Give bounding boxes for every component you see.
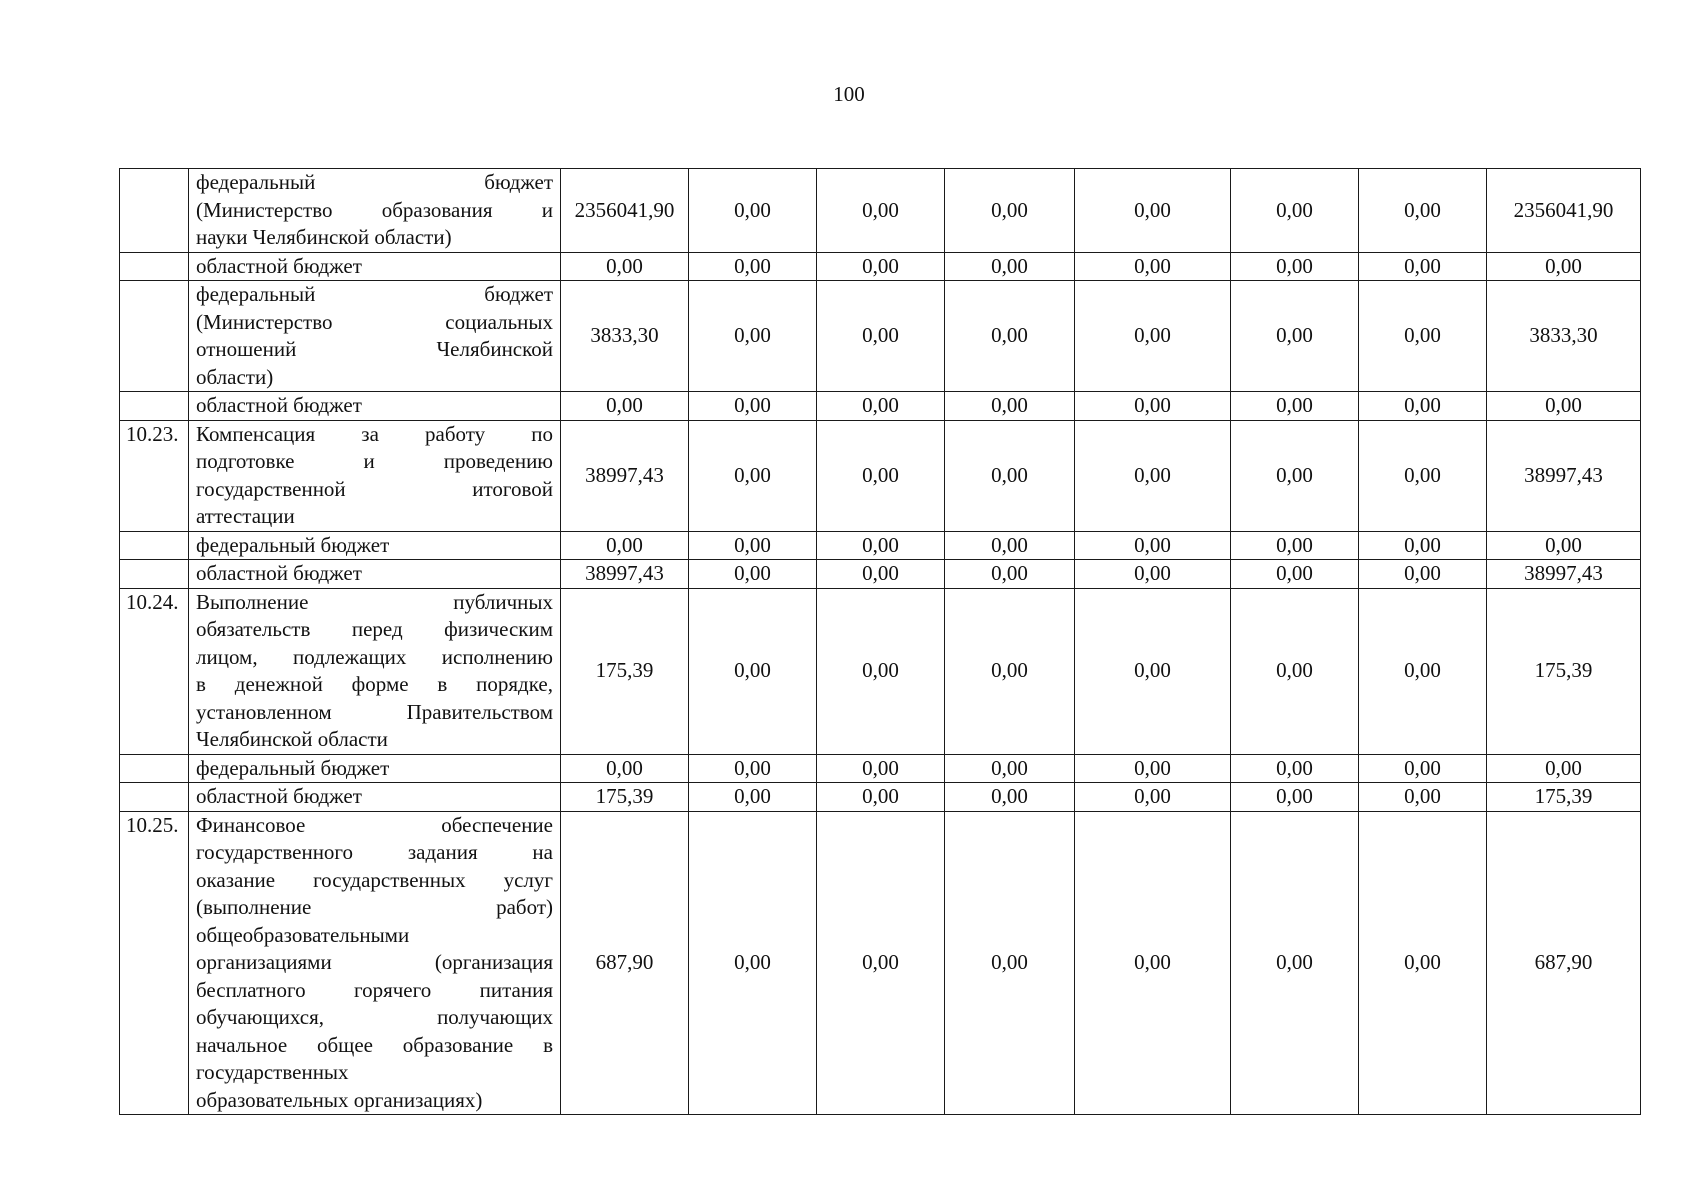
description-line: Компенсация за работу по xyxy=(196,421,553,446)
row-value: 687,90 xyxy=(561,811,689,1115)
row-value: 0,00 xyxy=(1231,588,1359,754)
row-code xyxy=(120,252,189,281)
row-value: 0,00 xyxy=(689,252,817,281)
row-value: 0,00 xyxy=(945,392,1075,421)
row-description xyxy=(189,281,561,392)
row-description xyxy=(189,811,561,1115)
description-line: в денежной форме в порядке, xyxy=(196,672,553,696)
row-value: 0,00 xyxy=(945,588,1075,754)
row-value: 0,00 xyxy=(1231,420,1359,531)
row-value: 0,00 xyxy=(817,811,945,1115)
description-line: организациями (организация xyxy=(196,950,553,974)
row-description xyxy=(189,392,561,421)
description-line: оказание государственных услуг xyxy=(196,867,553,892)
row-value: 38997,43 xyxy=(561,420,689,531)
row-value: 0,00 xyxy=(1231,531,1359,560)
row-code xyxy=(120,281,189,392)
table-row xyxy=(120,588,1641,754)
row-total-value: 38997,43 xyxy=(1487,560,1641,589)
description-line: федеральный бюджет xyxy=(196,170,553,194)
row-value: 0,00 xyxy=(945,531,1075,560)
row-value: 0,00 xyxy=(1231,560,1359,589)
row-value: 0,00 xyxy=(817,420,945,531)
row-value: 0,00 xyxy=(1231,811,1359,1115)
row-value: 0,00 xyxy=(1231,169,1359,253)
row-value: 0,00 xyxy=(1231,281,1359,392)
description-line: федеральный бюджет xyxy=(196,282,553,306)
row-value: 0,00 xyxy=(689,811,817,1115)
row-value: 0,00 xyxy=(817,281,945,392)
row-value: 175,39 xyxy=(561,783,689,812)
description-line: обучающихся, получающих xyxy=(196,1005,553,1029)
row-value: 175,39 xyxy=(561,588,689,754)
row-value: 0,00 xyxy=(817,531,945,560)
row-value: 0,00 xyxy=(689,281,817,392)
row-description xyxy=(189,783,561,812)
row-value: 0,00 xyxy=(1231,252,1359,281)
row-total-value: 2356041,90 xyxy=(1487,169,1641,253)
row-value: 0,00 xyxy=(689,392,817,421)
row-value: 0,00 xyxy=(945,811,1075,1115)
row-total-value: 0,00 xyxy=(1487,392,1641,421)
row-value: 0,00 xyxy=(561,531,689,560)
description-line: государственных xyxy=(196,1060,349,1084)
row-value: 0,00 xyxy=(1075,560,1231,589)
row-value: 0,00 xyxy=(1359,754,1487,783)
row-value: 0,00 xyxy=(1231,783,1359,812)
row-total-value: 0,00 xyxy=(1487,531,1641,560)
row-code: 10.24. xyxy=(120,588,189,754)
table-row xyxy=(120,811,1641,1115)
row-description xyxy=(189,169,561,253)
row-value: 0,00 xyxy=(561,392,689,421)
row-value: 0,00 xyxy=(945,252,1075,281)
table-body xyxy=(120,169,1641,1115)
description-line: (выполнение работ) xyxy=(196,895,553,919)
row-value: 0,00 xyxy=(817,169,945,253)
row-code xyxy=(120,531,189,560)
row-value: 0,00 xyxy=(817,560,945,589)
page-number: 100 xyxy=(833,82,865,106)
row-value: 0,00 xyxy=(1359,588,1487,754)
description-line: областной бюджет xyxy=(196,253,362,278)
description-line: Челябинской области xyxy=(196,727,388,751)
row-value: 0,00 xyxy=(689,754,817,783)
row-value: 0,00 xyxy=(689,783,817,812)
table-row xyxy=(120,531,1641,560)
row-value: 0,00 xyxy=(1075,420,1231,531)
row-value: 0,00 xyxy=(1075,392,1231,421)
row-value: 0,00 xyxy=(945,420,1075,531)
row-code xyxy=(120,392,189,421)
row-value: 0,00 xyxy=(1075,811,1231,1115)
row-value: 0,00 xyxy=(1359,811,1487,1115)
row-value: 0,00 xyxy=(817,783,945,812)
row-total-value: 3833,30 xyxy=(1487,281,1641,392)
row-value: 0,00 xyxy=(689,531,817,560)
row-value: 0,00 xyxy=(945,754,1075,783)
row-value: 38997,43 xyxy=(561,560,689,589)
row-total-value: 0,00 xyxy=(1487,252,1641,281)
row-value: 0,00 xyxy=(1075,531,1231,560)
row-value: 3833,30 xyxy=(561,281,689,392)
description-line: (Министерство образования и xyxy=(196,197,553,222)
table-row xyxy=(120,281,1641,392)
row-value: 0,00 xyxy=(1359,281,1487,392)
row-total-value: 687,90 xyxy=(1487,811,1641,1115)
description-line: начальное общее образование в xyxy=(196,1032,553,1057)
row-value: 0,00 xyxy=(1359,392,1487,421)
row-code xyxy=(120,169,189,253)
description-line: областной бюджет xyxy=(196,561,362,585)
description-line: обязательств перед физическим xyxy=(196,617,553,641)
row-code xyxy=(120,754,189,783)
row-description xyxy=(189,420,561,531)
description-line: общеобразовательными xyxy=(196,922,410,947)
description-line: федеральный бюджет xyxy=(196,755,390,780)
row-value: 0,00 xyxy=(945,281,1075,392)
table-row xyxy=(120,560,1641,589)
description-line: бесплатного горячего питания xyxy=(196,977,553,1002)
row-total-value: 175,39 xyxy=(1487,588,1641,754)
row-value: 0,00 xyxy=(945,560,1075,589)
row-value: 0,00 xyxy=(689,588,817,754)
description-line: федеральный бюджет xyxy=(196,532,390,557)
table-row xyxy=(120,392,1641,421)
row-total-value: 175,39 xyxy=(1487,783,1641,812)
description-line: государственной итоговой xyxy=(196,476,553,501)
row-total-value: 0,00 xyxy=(1487,754,1641,783)
description-line: аттестации xyxy=(196,504,295,528)
table-row xyxy=(120,783,1641,812)
row-value: 0,00 xyxy=(689,169,817,253)
row-code: 10.25. xyxy=(120,811,189,1115)
description-line: лицом, подлежащих исполнению xyxy=(196,644,553,669)
row-total-value: 38997,43 xyxy=(1487,420,1641,531)
row-value: 0,00 xyxy=(1231,754,1359,783)
row-value: 0,00 xyxy=(1359,420,1487,531)
row-value: 0,00 xyxy=(1075,588,1231,754)
description-line: областной бюджет xyxy=(196,393,362,417)
row-value: 0,00 xyxy=(1075,169,1231,253)
row-value: 0,00 xyxy=(1075,252,1231,281)
row-value: 0,00 xyxy=(817,754,945,783)
row-value: 0,00 xyxy=(1359,783,1487,812)
row-value: 0,00 xyxy=(1075,754,1231,783)
description-line: науки Челябинской области) xyxy=(196,225,452,249)
table-row xyxy=(120,420,1641,531)
row-value: 0,00 xyxy=(561,252,689,281)
row-value: 0,00 xyxy=(689,420,817,531)
table-row xyxy=(120,252,1641,281)
row-code: 10.23. xyxy=(120,420,189,531)
row-value: 0,00 xyxy=(945,169,1075,253)
row-value: 0,00 xyxy=(817,392,945,421)
row-value: 0,00 xyxy=(1359,169,1487,253)
description-line: образовательных организациях) xyxy=(196,1087,483,1112)
description-line: установленном Правительством xyxy=(196,699,553,724)
row-value: 0,00 xyxy=(1359,531,1487,560)
table-row xyxy=(120,169,1641,253)
row-value: 0,00 xyxy=(817,252,945,281)
row-description xyxy=(189,588,561,754)
row-value: 2356041,90 xyxy=(561,169,689,253)
row-value: 0,00 xyxy=(1359,252,1487,281)
description-line: государственного задания на xyxy=(196,840,553,864)
row-code xyxy=(120,783,189,812)
row-description xyxy=(189,531,561,560)
row-value: 0,00 xyxy=(561,754,689,783)
row-value: 0,00 xyxy=(817,588,945,754)
row-value: 0,00 xyxy=(1231,392,1359,421)
row-description xyxy=(189,754,561,783)
row-value: 0,00 xyxy=(1075,783,1231,812)
description-line: Финансовое обеспечение xyxy=(196,812,553,837)
row-value: 0,00 xyxy=(1075,281,1231,392)
row-description xyxy=(189,252,561,281)
description-line: (Министерство социальных xyxy=(196,309,553,334)
description-line: областной бюджет xyxy=(196,784,362,808)
row-code xyxy=(120,560,189,589)
description-line: Выполнение публичных xyxy=(196,589,553,614)
row-value: 0,00 xyxy=(1359,560,1487,589)
description-line: отношений Челябинской xyxy=(196,337,553,361)
description-line: подготовке и проведению xyxy=(196,449,553,473)
row-value: 0,00 xyxy=(689,560,817,589)
table-row xyxy=(120,754,1641,783)
description-line: области) xyxy=(196,364,274,389)
budget-table xyxy=(119,168,1641,1115)
row-value: 0,00 xyxy=(945,783,1075,812)
row-description xyxy=(189,560,561,589)
